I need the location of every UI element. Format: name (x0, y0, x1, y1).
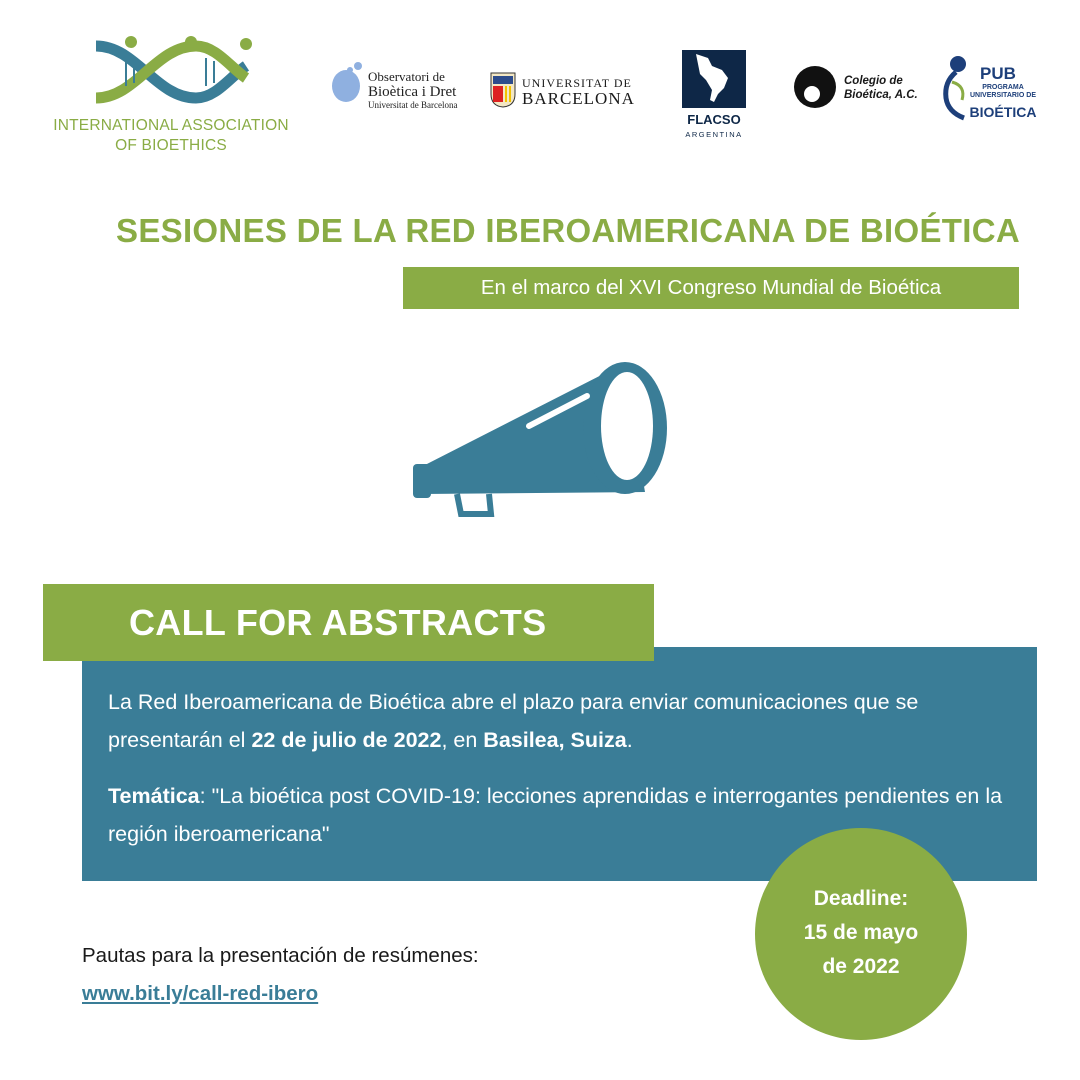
call-description (108, 683, 1008, 759)
observatori-line3: Universitat de Barcelona (368, 100, 458, 110)
ub-line1: UNIVERSITAT DE (522, 76, 632, 90)
deadline-date-line1: 15 de mayo (803, 921, 919, 944)
flacso-country: ARGENTINA (685, 130, 743, 139)
call-theme-text: : "La bioética post COVID-19: lecciones aprendidas e interrogantes pendientes en la región iberoamericana" (108, 784, 1003, 846)
latin-america-map-icon (682, 50, 746, 108)
flacso-name: FLACSO (687, 112, 741, 127)
ub-logo (488, 72, 638, 112)
flacso-map-box (682, 50, 746, 108)
pub-bioetica: BIOÉTICA (969, 104, 1037, 120)
subtitle-banner (403, 267, 1019, 309)
call-description-part1: La Red Iberoamericana de Bioética abre el plazo para enviar comunicaciones que se presentarán el (108, 690, 919, 752)
guidelines-link[interactable]: www.bit.ly/call-red-ibero (82, 982, 319, 1005)
deadline-badge (755, 828, 967, 1040)
flacso-logo (682, 50, 746, 142)
call-description-part3: . (626, 728, 633, 752)
observatori-line2: Bioètica i Dret (368, 84, 457, 100)
colegio-logo (792, 64, 932, 114)
pub-program: PROGRAMA UNIVERSITARIO DE (970, 84, 1036, 99)
guidelines-label: Pautas para la presentación de resúmenes: (82, 944, 479, 967)
ub-shield-icon (490, 72, 516, 108)
subtitle-text: En el marco del XVI Congreso Mundial de Bioética (480, 276, 942, 299)
iab-name-line1: INTERNATIONAL ASSOCIATION (53, 117, 289, 134)
call-description-part2: , en (441, 728, 484, 752)
page-title: SESIONES DE LA RED IBEROAMERICANA DE BIOÉTICA (116, 212, 1020, 249)
call-for-abstracts-title: CALL FOR ABSTRACTS (129, 602, 547, 643)
colegio-emblem-icon (792, 64, 838, 110)
call-event-place: Basilea, Suiza (483, 728, 627, 752)
pub-acronym: PUB (980, 64, 1016, 83)
call-theme-label: Temática (108, 784, 200, 808)
observatori-icon (330, 60, 366, 104)
dna-icon (86, 36, 256, 108)
colegio-line1: Colegio de (844, 75, 903, 87)
deadline-date-line2: de 2022 (822, 955, 900, 978)
megaphone-icon (405, 360, 675, 520)
iab-logo (36, 30, 306, 170)
deadline-label: Deadline: (813, 887, 909, 910)
call-event-date: 22 de julio de 2022 (251, 728, 442, 752)
observatori-line1: Observatori de (368, 69, 445, 84)
colegio-line2: Bioética, A.C. (844, 89, 918, 101)
iab-name-line2: OF BIOETHICS (115, 137, 227, 154)
ub-line2: BARCELONA (522, 89, 635, 108)
pub-logo (936, 50, 1046, 128)
call-for-abstracts-banner (43, 584, 654, 661)
observatori-logo (330, 56, 480, 116)
